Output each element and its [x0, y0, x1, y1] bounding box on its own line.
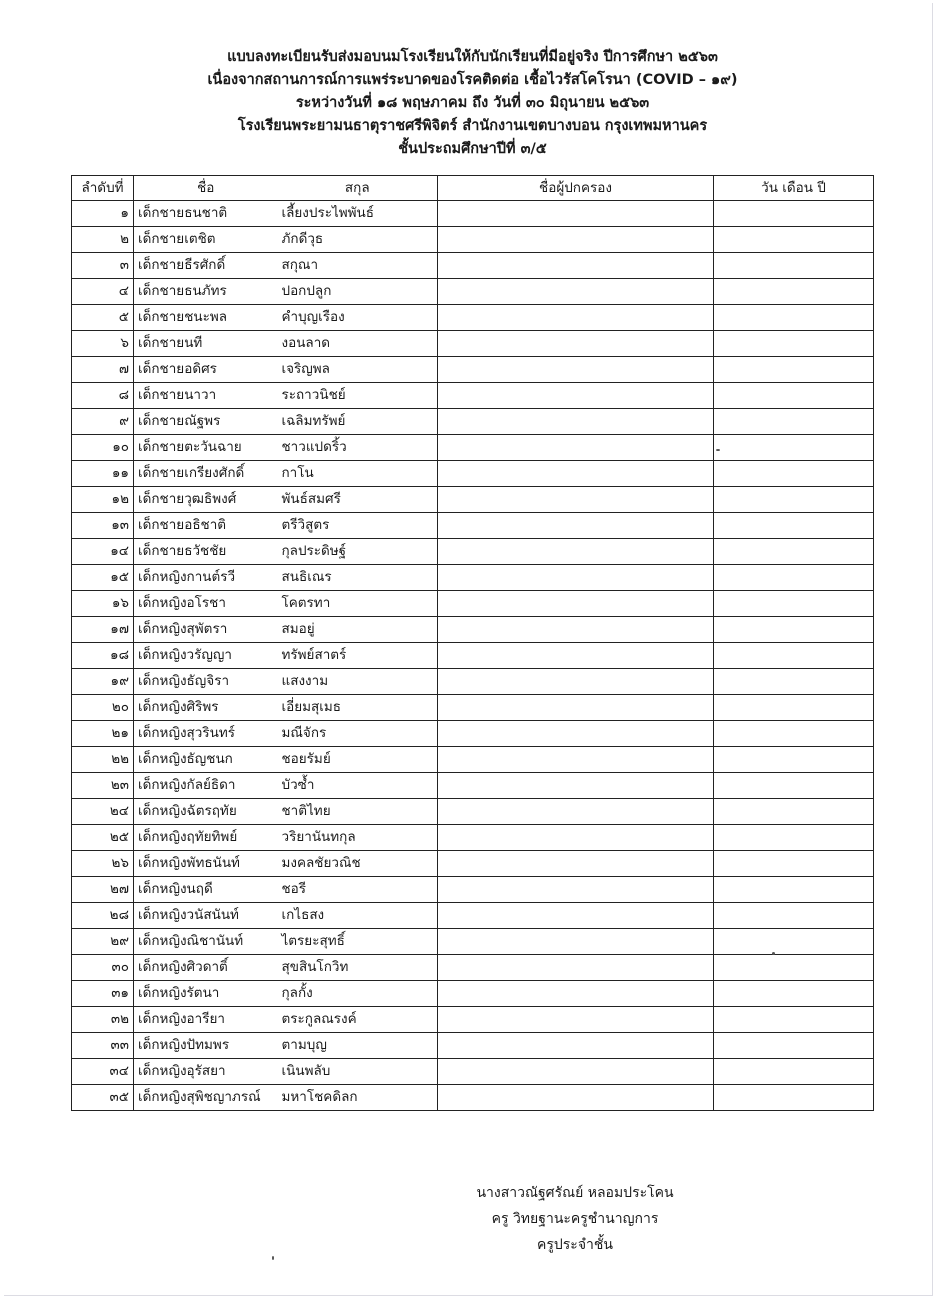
- document-header: [0, 46, 945, 161]
- row-guardian-cell: [438, 227, 714, 253]
- row-first-name: เด็กชายชนะพล: [134, 305, 278, 331]
- row-first-name: เด็กหญิงอุรัสยา: [134, 1059, 278, 1085]
- table-row: [72, 253, 874, 279]
- row-guardian-cell: [438, 1059, 714, 1085]
- row-date-cell: [714, 539, 874, 565]
- table-row: [72, 929, 874, 955]
- row-first-name: เด็กชายตะวันฉาย: [134, 435, 278, 461]
- header-title: แบบลงทะเบียนรับส่งมอบนมโรงเรียนให้กับนักเรียนที่มีอยู่จริง ปีการศึกษา ๒๕๖๓: [227, 49, 718, 65]
- row-date-cell: [714, 487, 874, 513]
- row-date-cell: [714, 513, 874, 539]
- row-first-name: เด็กชายนาวา: [134, 383, 278, 409]
- header-period: ระหว่างวันที่ ๑๘ พฤษภาคม ถึง วันที่ ๓๐ มิถุนายน ๒๕๖๓: [295, 95, 650, 111]
- row-guardian-cell: [438, 981, 714, 1007]
- table-row: [72, 1059, 874, 1085]
- signature-position: ครู วิทยฐานะครูชำนาญการ: [491, 1211, 659, 1227]
- row-number: ๓: [72, 253, 134, 279]
- row-last-name: กาโน: [278, 461, 438, 487]
- row-guardian-cell: [438, 1007, 714, 1033]
- table-row: [72, 799, 874, 825]
- row-date-cell: [714, 903, 874, 929]
- row-first-name: เด็กชายธวัชชัย: [134, 539, 278, 565]
- row-number: ๑๗: [72, 617, 134, 643]
- row-number: ๑๖: [72, 591, 134, 617]
- table-row: [72, 695, 874, 721]
- row-number: ๙: [72, 409, 134, 435]
- row-guardian-cell: [438, 383, 714, 409]
- row-last-name: เฉลิมทรัพย์: [278, 409, 438, 435]
- row-last-name: ทรัพย์สาตร์: [278, 643, 438, 669]
- row-last-name: ตรีวิสูตร: [278, 513, 438, 539]
- table-row: [72, 435, 874, 461]
- row-first-name: เด็กหญิงอโรชา: [134, 591, 278, 617]
- row-date-cell: [714, 253, 874, 279]
- table-row: [72, 851, 874, 877]
- row-date-cell: [714, 1033, 874, 1059]
- table-row: [72, 1033, 874, 1059]
- header-school: โรงเรียนพระยามนธาตุราชศรีพิจิตร์ สำนักงานเขตบางบอน กรุงเทพมหานคร: [237, 118, 708, 134]
- table-row: [72, 227, 874, 253]
- table-row: [72, 1007, 874, 1033]
- column-header-first-name: ชื่อ: [134, 176, 278, 201]
- row-date-cell: [714, 929, 874, 955]
- row-number: ๕: [72, 305, 134, 331]
- row-last-name: มณีจักร: [278, 721, 438, 747]
- table-body: [72, 201, 874, 1111]
- paper-speck: [272, 1256, 274, 1260]
- row-last-name: โคตรทา: [278, 591, 438, 617]
- row-guardian-cell: [438, 513, 714, 539]
- row-date-cell: [714, 383, 874, 409]
- table-row: [72, 825, 874, 851]
- signature-block: [450, 1180, 700, 1258]
- row-number: ๓๐: [72, 955, 134, 981]
- row-last-name: วริยานันทกุล: [278, 825, 438, 851]
- row-date-cell: [714, 617, 874, 643]
- row-last-name: เกไธสง: [278, 903, 438, 929]
- row-last-name: ชอรี: [278, 877, 438, 903]
- signature-role: ครูประจำชั้น: [537, 1237, 613, 1253]
- row-guardian-cell: [438, 487, 714, 513]
- row-guardian-cell: [438, 1085, 714, 1111]
- row-number: ๘: [72, 383, 134, 409]
- row-number: ๑๕: [72, 565, 134, 591]
- row-first-name: เด็กหญิงกัลย์ธิดา: [134, 773, 278, 799]
- row-guardian-cell: [438, 773, 714, 799]
- table-row: [72, 903, 874, 929]
- row-date-cell: [714, 201, 874, 227]
- table-row: [72, 747, 874, 773]
- row-guardian-cell: [438, 409, 714, 435]
- table-row: [72, 1085, 874, 1111]
- column-header-date: วัน เดือน ปี: [714, 176, 874, 201]
- row-first-name: เด็กชายธนภัทร: [134, 279, 278, 305]
- row-last-name: เนินพลับ: [278, 1059, 438, 1085]
- row-number: ๒๐: [72, 695, 134, 721]
- row-guardian-cell: [438, 721, 714, 747]
- row-first-name: เด็กชายนที: [134, 331, 278, 357]
- row-date-cell: [714, 409, 874, 435]
- row-date-cell: [714, 565, 874, 591]
- row-number: ๒: [72, 227, 134, 253]
- row-date-cell: [714, 305, 874, 331]
- row-number: ๓๕: [72, 1085, 134, 1111]
- table-row: [72, 591, 874, 617]
- signature-name: นางสาวณัฐศรัณย์ หลอมประโคน: [476, 1185, 674, 1201]
- row-date-cell: [714, 877, 874, 903]
- row-first-name: เด็กหญิงอารียา: [134, 1007, 278, 1033]
- row-guardian-cell: [438, 695, 714, 721]
- row-last-name: คำบุญเรือง: [278, 305, 438, 331]
- row-last-name: ปอกปลูก: [278, 279, 438, 305]
- row-first-name: เด็กหญิงธัญจิรา: [134, 669, 278, 695]
- row-guardian-cell: [438, 799, 714, 825]
- row-date-cell: [714, 331, 874, 357]
- row-first-name: เด็กหญิงปัทมพร: [134, 1033, 278, 1059]
- table-row: [72, 877, 874, 903]
- row-first-name: เด็กชายธีรศักดิ์: [134, 253, 278, 279]
- row-first-name: เด็กหญิงวนัสนันท์: [134, 903, 278, 929]
- row-guardian-cell: [438, 929, 714, 955]
- row-guardian-cell: [438, 955, 714, 981]
- row-guardian-cell: [438, 903, 714, 929]
- row-number: ๔: [72, 279, 134, 305]
- row-number: ๑: [72, 201, 134, 227]
- row-number: ๓๔: [72, 1059, 134, 1085]
- row-guardian-cell: [438, 851, 714, 877]
- row-number: ๓๑: [72, 981, 134, 1007]
- row-date-cell: [714, 227, 874, 253]
- row-number: ๒๘: [72, 903, 134, 929]
- row-number: ๓๒: [72, 1007, 134, 1033]
- row-number: ๑๓: [72, 513, 134, 539]
- row-first-name: เด็กหญิงสุวรินทร์: [134, 721, 278, 747]
- row-first-name: เด็กชายอดิศร: [134, 357, 278, 383]
- row-number: ๒๔: [72, 799, 134, 825]
- row-date-cell: [714, 799, 874, 825]
- paper-speck: [772, 952, 775, 955]
- row-last-name: ชาวแปดริ้ว: [278, 435, 438, 461]
- row-guardian-cell: [438, 617, 714, 643]
- row-date-cell: [714, 1085, 874, 1111]
- row-number: ๑๘: [72, 643, 134, 669]
- row-first-name: เด็กหญิงศิริพร: [134, 695, 278, 721]
- table-row: [72, 617, 874, 643]
- row-number: ๒๕: [72, 825, 134, 851]
- row-last-name: สมอยู่: [278, 617, 438, 643]
- row-last-name: เอี่ยมสุเมธ: [278, 695, 438, 721]
- row-first-name: เด็กหญิงฉัตรฤทัย: [134, 799, 278, 825]
- row-date-cell: [714, 721, 874, 747]
- row-date-cell: [714, 1007, 874, 1033]
- row-last-name: แสงงาม: [278, 669, 438, 695]
- row-guardian-cell: [438, 305, 714, 331]
- row-guardian-cell: [438, 825, 714, 851]
- row-last-name: ไตรยะสุทธิ์: [278, 929, 438, 955]
- row-last-name: ตามบุญ: [278, 1033, 438, 1059]
- row-last-name: สุขสินโกวิท: [278, 955, 438, 981]
- row-date-cell: [714, 747, 874, 773]
- row-guardian-cell: [438, 565, 714, 591]
- row-last-name: บัวซ้ำ: [278, 773, 438, 799]
- row-number: ๑๑: [72, 461, 134, 487]
- table-row: [72, 981, 874, 1007]
- row-last-name: มงคลชัยวณิช: [278, 851, 438, 877]
- row-last-name: ตระกูลณรงค์: [278, 1007, 438, 1033]
- row-date-cell: [714, 851, 874, 877]
- row-first-name: เด็กชายวุฒธิพงศ์: [134, 487, 278, 513]
- row-guardian-cell: [438, 435, 714, 461]
- table-row: [72, 461, 874, 487]
- row-first-name: เด็กหญิงนฤดี: [134, 877, 278, 903]
- row-last-name: สนธิเณร: [278, 565, 438, 591]
- row-number: ๗: [72, 357, 134, 383]
- table-row: [72, 409, 874, 435]
- row-number: ๒๖: [72, 851, 134, 877]
- table-row: [72, 201, 874, 227]
- row-last-name: มหาโชคดิลก: [278, 1085, 438, 1111]
- row-number: ๒๙: [72, 929, 134, 955]
- table-row: [72, 955, 874, 981]
- column-header-guardian: ชื่อผู้ปกครอง: [438, 176, 714, 201]
- row-last-name: ภักดีวุธ: [278, 227, 438, 253]
- row-number: ๓๓: [72, 1033, 134, 1059]
- attendance-table: [71, 175, 874, 1111]
- row-last-name: กุลประดิษฐ์: [278, 539, 438, 565]
- row-date-cell: [714, 955, 874, 981]
- header-reason: เนื่องจากสถานการณ์การแพร่ระบาดของโรคติดต่อ เชื้อไวรัสโคโรนา (COVID – ๑๙): [207, 72, 738, 88]
- paper-speck: [716, 449, 720, 451]
- table-row: [72, 331, 874, 357]
- table-header-row: [72, 176, 874, 201]
- row-last-name: ชอยรัมย์: [278, 747, 438, 773]
- row-first-name: เด็กหญิงวรัญญา: [134, 643, 278, 669]
- table-row: [72, 357, 874, 383]
- row-guardian-cell: [438, 591, 714, 617]
- row-last-name: กุลกั้ง: [278, 981, 438, 1007]
- row-guardian-cell: [438, 253, 714, 279]
- row-date-cell: [714, 773, 874, 799]
- row-last-name: สกุณา: [278, 253, 438, 279]
- row-guardian-cell: [438, 331, 714, 357]
- row-date-cell: [714, 1059, 874, 1085]
- row-last-name: ระถาวนิชย์: [278, 383, 438, 409]
- table-row: [72, 279, 874, 305]
- table-row: [72, 643, 874, 669]
- row-number: ๒๑: [72, 721, 134, 747]
- table-row: [72, 383, 874, 409]
- row-number: ๒๓: [72, 773, 134, 799]
- column-header-last-name: สกุล: [278, 176, 438, 201]
- row-date-cell: [714, 643, 874, 669]
- table-row: [72, 773, 874, 799]
- row-date-cell: [714, 669, 874, 695]
- row-date-cell: [714, 591, 874, 617]
- row-first-name: เด็กหญิงศิวดาติ์: [134, 955, 278, 981]
- row-last-name: พันธ์สมศรี: [278, 487, 438, 513]
- row-last-name: งอนลาด: [278, 331, 438, 357]
- row-number: ๑๐: [72, 435, 134, 461]
- row-guardian-cell: [438, 643, 714, 669]
- header-class: ชั้นประถมศึกษาปีที่ ๓/๕: [398, 141, 547, 157]
- row-date-cell: [714, 695, 874, 721]
- row-guardian-cell: [438, 279, 714, 305]
- row-number: ๑๙: [72, 669, 134, 695]
- row-first-name: เด็กชายธนชาติ: [134, 201, 278, 227]
- row-guardian-cell: [438, 461, 714, 487]
- row-first-name: เด็กชายอธิชาติ: [134, 513, 278, 539]
- row-guardian-cell: [438, 1033, 714, 1059]
- row-first-name: เด็กหญิงรัตนา: [134, 981, 278, 1007]
- column-header-number: ลำดับที่: [72, 176, 134, 201]
- row-first-name: เด็กหญิงกานต์รวี: [134, 565, 278, 591]
- row-number: ๑๔: [72, 539, 134, 565]
- row-date-cell: [714, 435, 874, 461]
- table-row: [72, 487, 874, 513]
- row-number: ๖: [72, 331, 134, 357]
- table-row: [72, 669, 874, 695]
- row-first-name: เด็กหญิงพัทธนันท์: [134, 851, 278, 877]
- row-guardian-cell: [438, 539, 714, 565]
- row-date-cell: [714, 461, 874, 487]
- row-last-name: เลี้ยงประไพพันธ์: [278, 201, 438, 227]
- table-row: [72, 539, 874, 565]
- table-row: [72, 721, 874, 747]
- table-row: [72, 305, 874, 331]
- table-row: [72, 513, 874, 539]
- row-guardian-cell: [438, 357, 714, 383]
- row-guardian-cell: [438, 747, 714, 773]
- row-first-name: เด็กชายเตชิต: [134, 227, 278, 253]
- row-guardian-cell: [438, 201, 714, 227]
- row-last-name: เจริญพล: [278, 357, 438, 383]
- row-date-cell: [714, 279, 874, 305]
- row-date-cell: [714, 357, 874, 383]
- row-first-name: เด็กหญิงฤทัยทิพย์: [134, 825, 278, 851]
- row-date-cell: [714, 981, 874, 1007]
- row-first-name: เด็กหญิงสุพิชญาภรณ์: [134, 1085, 278, 1111]
- row-last-name: ชาติไทย: [278, 799, 438, 825]
- row-number: ๒๗: [72, 877, 134, 903]
- row-first-name: เด็กหญิงสุพัตรา: [134, 617, 278, 643]
- row-guardian-cell: [438, 669, 714, 695]
- row-date-cell: [714, 825, 874, 851]
- row-guardian-cell: [438, 877, 714, 903]
- row-number: ๒๒: [72, 747, 134, 773]
- row-first-name: เด็กหญิงณิชานันท์: [134, 929, 278, 955]
- table-row: [72, 565, 874, 591]
- row-first-name: เด็กชายณัฐพร: [134, 409, 278, 435]
- row-first-name: เด็กชายเกรียงศักดิ์: [134, 461, 278, 487]
- row-first-name: เด็กหญิงธัญชนก: [134, 747, 278, 773]
- row-number: ๑๒: [72, 487, 134, 513]
